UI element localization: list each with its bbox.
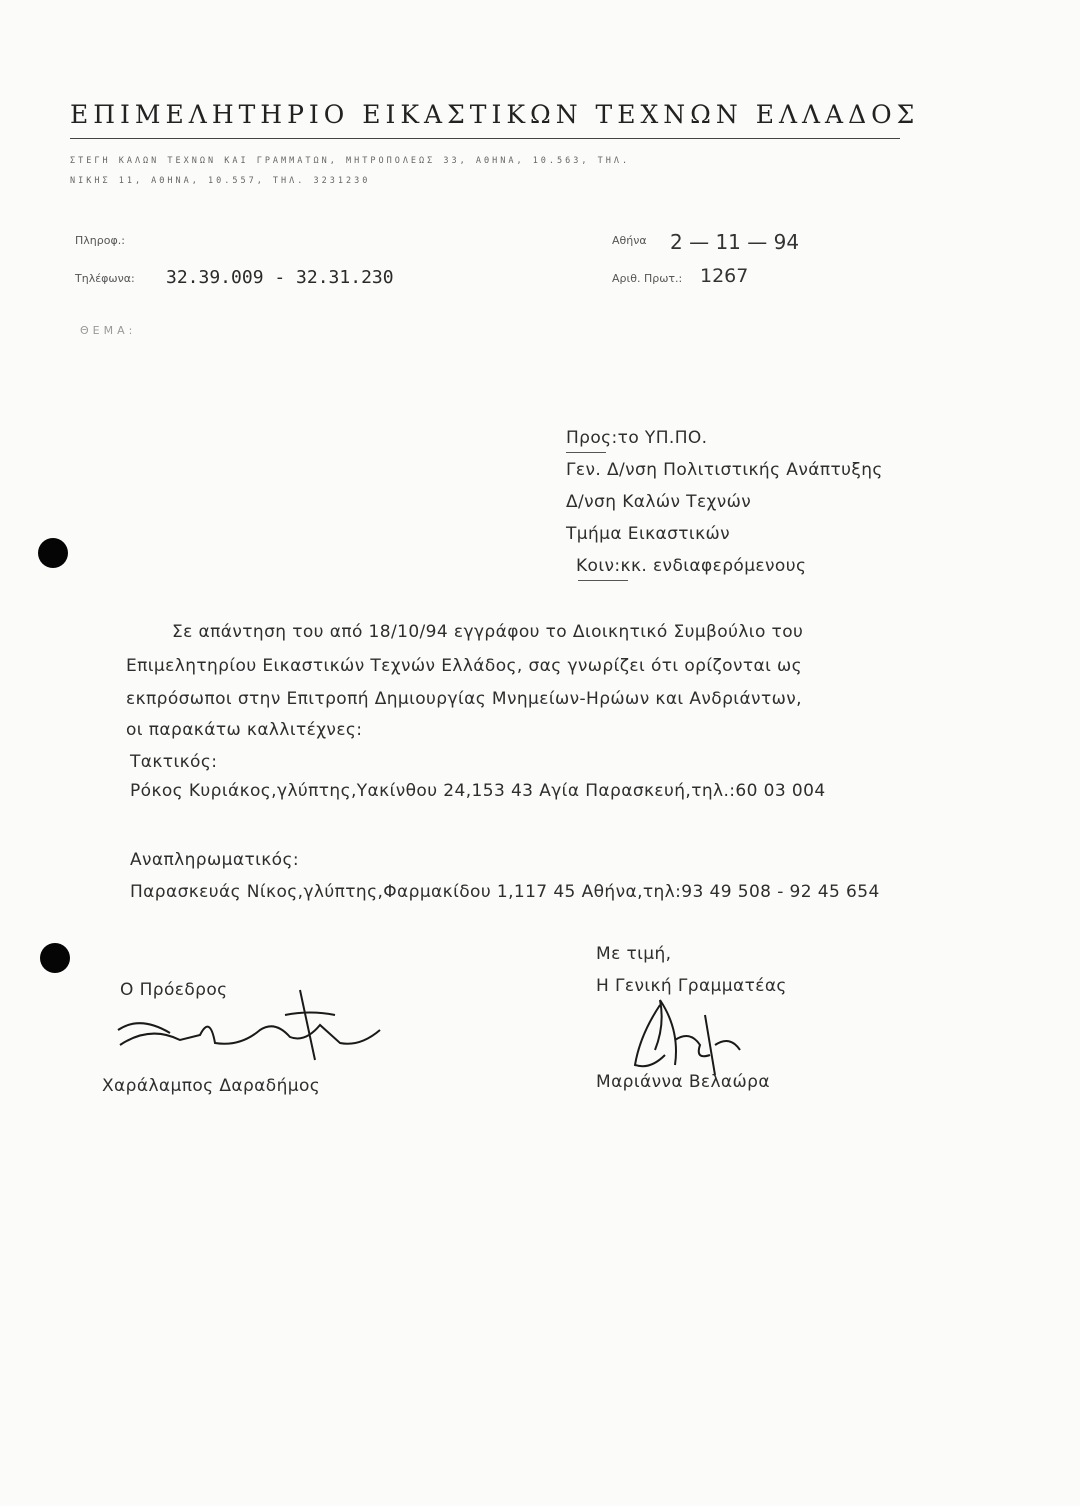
cc-underline [578,580,628,581]
protocol-value: 1267 [700,265,749,287]
phone-label: Τηλέφωνα: [75,272,135,285]
phone-value: 32.39.009 - 32.31.230 [166,267,394,288]
secretary-name: Μαριάννα Βελαώρα [596,1072,770,1092]
recipient-division: Δ/νση Καλών Τεχνών [566,492,752,512]
date-value: 2 — 11 — 94 [670,230,800,254]
president-title: Ο Πρόεδρος [120,980,228,1000]
recipient-department: Τμήμα Εικαστικών [566,524,731,544]
secretary-signature-image [620,995,770,1080]
alternate-label: Αναπληρωματικός: [130,850,299,870]
letterhead-address-2: ΝΙΚΗΣ 11, ΑΘΗΝΑ, 10.557, ΤΗΛ. 3231230 [70,176,371,186]
protocol-label: Αριθ. Πρωτ.: [612,272,683,285]
recipient-to: Προς:το ΥΠ.ΠΟ. [566,428,708,448]
body-line-4: οι παρακάτω καλλιτέχνες: [126,720,363,740]
punch-hole-bottom [40,943,70,973]
letterhead-rule [70,138,900,139]
secretary-title: Η Γενική Γραμματέας [596,976,787,996]
letterhead-address-1: ΣΤΕΓΗ ΚΑΛΩΝ ΤΕΧΝΩΝ ΚΑΙ ΓΡΑΜΜΑΤΩΝ, ΜΗΤΡΟΠΟΛΕΩΣ 33, ΑΘΗΝΑ, 10.563, ΤΗΛ. [70,156,631,166]
body-line-2: Επιμελητηρίου Εικαστικών Τεχνών Ελλάδος, σας γνωρίζει ότι ορίζονται ως [126,656,803,676]
body-line-3: εκπρόσωποι στην Επιτροπή Δημιουργίας Μνημείων-Ηρώων και Ανδριάντων, [126,689,802,709]
body-line-1: Σε απάντηση του από 18/10/94 εγγράφου το Διοικητικό Συμβούλιο του [172,622,804,642]
subject-label: ΘΕΜΑ: [80,324,137,337]
president-name: Χαράλαμπος Δαραδήμος [102,1076,321,1096]
punch-hole-top [38,538,68,568]
regular-member: Ρόκος Κυριάκος,γλύπτης,Υακίνθου 24,153 43 Αγία Παρασκευή,τηλ.:60 03 004 [130,781,826,801]
closing: Με τιμή, [596,944,672,964]
letterhead-title: ΕΠΙΜΕΛΗΤΗΡΙΟ ΕΙΚΑΣΤΙΚΩΝ ΤΕΧΝΩΝ ΕΛΛΑΔΟΣ [70,100,920,129]
date-label: Αθήνα [612,234,647,247]
info-label: Πληροφ.: [75,234,125,247]
regular-label: Τακτικός: [130,752,218,772]
recipient-underline [566,452,606,453]
recipient-cc: Κοιν:κκ. ενδιαφερόμενους [576,556,807,576]
alternate-member: Παρασκευάς Νίκος,γλύπτης,Φαρμακίδου 1,117 45 Αθήνα,τηλ:93 49 508 - 92 45 654 [130,882,880,902]
president-signature-image [110,985,400,1065]
recipient-directorate: Γεν. Δ/νση Πολιτιστικής Ανάπτυξης [566,460,883,480]
